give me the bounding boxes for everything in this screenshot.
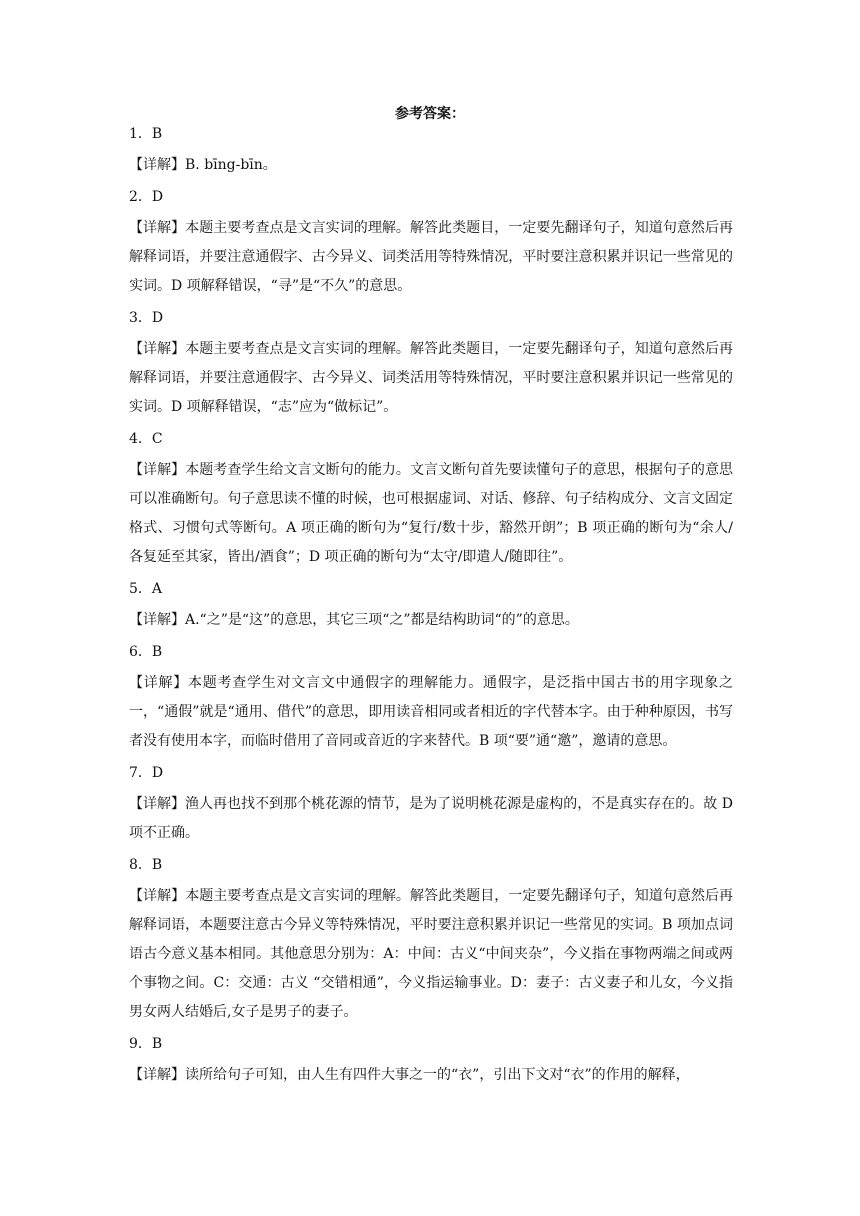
detail-tag: 【详解】: [129, 341, 186, 357]
page-title: 参考答案：: [395, 106, 465, 122]
detail-tag: 【详解】: [129, 1067, 185, 1083]
detail-tag: 【详解】: [129, 157, 185, 173]
answer-number: 8．B: [129, 857, 163, 873]
answer-detail: [129, 214, 733, 301]
answer-number: 9．B: [129, 1036, 163, 1052]
answer-number: 7．D: [129, 765, 164, 781]
detail-tag: 【详解】: [129, 220, 186, 236]
answer-detail: [129, 335, 733, 422]
answer-detail: [129, 151, 733, 180]
detail-tag: 【详解】: [129, 675, 188, 691]
detail-text: 本题主要考查点是文言实词的理解。解答此类题目，一定要先翻译句子，知道句意然后再解释词语，并要注意通假字、古今异义、词类活用等特殊情况，平时要注意积累并识记一些常见的实词。D 项解释错误，“寻”是“不久”的意思。: [129, 220, 734, 294]
detail-tag: 【详解】: [129, 462, 186, 478]
answer-number: 5．A: [129, 581, 163, 597]
answer-detail: [129, 1061, 733, 1090]
detail-text: B. bīng-bīn。: [185, 157, 277, 173]
answer-number: 6．B: [129, 644, 163, 660]
detail-text: 本题考查学生给文言文断句的能力。文言文断句首先要读懂句子的意思，根据句子的意思可以准确断句。句子意思读不懂的时候，也可根据虚词、对话、修辞、句子结构成分、文言文固定格式、习惯句式等断句。A 项正确的断句为“复行/数十步，豁然开朗”；B 项正确的断句为“余人/各复延至其家，皆出/酒食”；D 项正确的断句为“太守/即遣人/随即往”。: [129, 462, 734, 565]
answer-detail: [129, 669, 733, 756]
answer-number: 1．B: [129, 126, 163, 142]
detail-tag: 【详解】: [129, 612, 185, 628]
answer-detail: [129, 790, 733, 848]
answer-number: 2．D: [129, 189, 164, 205]
answer-detail: [129, 456, 733, 572]
detail-text: A.“之”是“这”的意思，其它三项“之”都是结构助词“的”的意思。: [185, 612, 579, 628]
answer-list: [129, 122, 733, 1090]
detail-tag: 【详解】: [129, 888, 186, 904]
detail-text: 本题主要考查点是文言实词的理解。解答此类题目，一定要先翻译句子，知道句意然后再解释词语，并要注意通假字、古今异义、词类活用等特殊情况，平时要注意积累并识记一些常见的实词。D 项解释错误，“志”应为“做标记”。: [129, 341, 734, 415]
detail-text: 读所给句子可知，由人生有四件大事之一的“衣”，引出下文对“衣”的作用的解释，: [185, 1067, 690, 1083]
detail-tag: 【详解】: [129, 796, 186, 812]
detail-text: 本题主要考查点是文言实词的理解。解答此类题目，一定要先翻译句子，知道句意然后再解释词语，本题要注意古今异义等特殊情况，平时要注意积累并识记一些常见的实词。B 项加点词语古今意义基本相同。其他意思分别为：A：中间：古义“中间夹杂”，今义指在事物两端之间或两个事物之间。C：交通：古义 “交错相通”，今义指运输事业。D：妻子：古义妻子和儿女，今义指男女两人结婚后,女子是男子的妻子。: [129, 888, 734, 1020]
detail-text: 本题考查学生对文言文中通假字的理解能力。通假字，是泛指中国古书的用字现象之一，“通假”就是“通用、借代”的意思，即用读音相同或者相近的字代替本字。由于种种原因，书写者没有使用本字，而临时借用了音同或音近的字来替代。B 项“要”通“邀”，邀请的意思。: [129, 675, 733, 749]
answer-number: 3．D: [129, 310, 164, 326]
answer-number: 4．C: [129, 431, 163, 447]
answer-detail: [129, 606, 733, 635]
answer-detail: [129, 882, 733, 1027]
detail-text: 渔人再也找不到那个桃花源的情节，是为了说明桃花源是虚构的，不是真实存在的。故 D 项不正确。: [129, 796, 733, 841]
